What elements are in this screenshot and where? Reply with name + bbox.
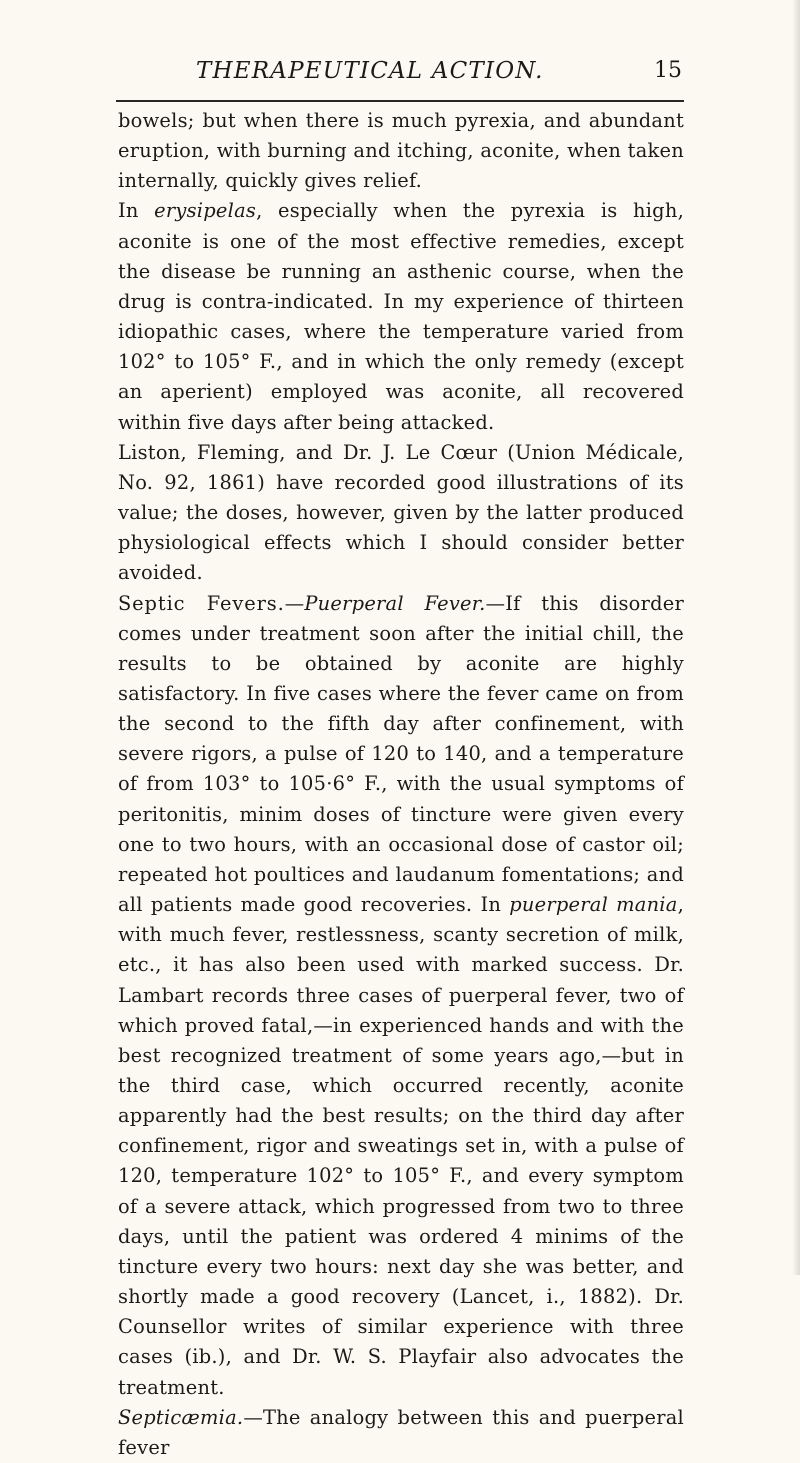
- section-heading: Septic Fevers.: [118, 591, 285, 615]
- running-title: THERAPEUTICAL ACTION.: [196, 58, 544, 84]
- header-rule: [116, 100, 684, 102]
- paragraph-text: , especially when the pyrexia is high, aconite is one of the most effective remedies, except the disease be running an asthenic course, when the drug is contra-indicated. In my experience of thirteen idiopathic cases, where the temperature varied from 102° to 105° F., and in which the only remedy (except an aperient) employed was aconite, all recovered within five days after being attacked.: [118, 199, 684, 434]
- body-text: [118, 106, 684, 1463]
- paragraph-text: , with much fever, restlessness, scanty secretion of milk, etc., it has also been used with marked success. Dr. Lambart records three cases of puerperal fever, two of which proved fatal,—in experienced hands and with the best recognized treatment of some years ago,—but in the third case, which occurred recently, aconite apparently had the best results; on the third day after confinement, rigor and sweatings set in, with a pulse of 120, temperature 102° to 105° F., and every symptom of a severe attack, which progressed from two to three days, until the patient was ordered 4 minims of the tincture every two hours: next day she was better, and shortly made a good recovery (Lancet, i., 1882). Dr. Counsellor writes of similar experience with three cases (ib.), and Dr. W. S. Playfair also advocates the treatment.: [118, 893, 684, 1399]
- page-number: 15: [654, 58, 682, 83]
- italic-term: erysipelas: [154, 199, 257, 223]
- subsection-heading: Septicæmia.: [118, 1405, 244, 1429]
- page-edge-shadow: [792, 0, 800, 1275]
- paragraph-text: —The analogy between this and puerperal fever: [118, 1405, 684, 1459]
- page-header: [118, 58, 684, 90]
- subsection-heading: Puerperal Fever.: [304, 591, 486, 615]
- paragraph-text: Liston, Fleming, and Dr. J. Le Cœur (Union Médicale, No. 92, 1861) have recorded good illustrations of its value; the doses, however, given by the latter produced physiological effects which I should consider better avoided.: [118, 440, 684, 585]
- paragraph-text: bowels; but when there is much pyrexia, and abundant eruption, with burning and itching, aconite, when taken internally, quickly gives relief.: [118, 109, 684, 193]
- paragraph-text: In: [118, 199, 155, 223]
- paragraph: [118, 589, 684, 1403]
- dash: —: [284, 591, 305, 615]
- paragraph-text: —If this disorder comes under treatment soon after the initial chill, the results to be obtained by aconite are highly satisfactory. In five cases where the fever came on from the second to the fifth day after confinement, with severe rigors, a pulse of 120 to 140, and a temperature of from 103° to 105·6° F., with the usual symptoms of peritonitis, minim doses of tincture were given every one to two hours, with an occasional dose of castor oil; repeated hot poultices and laudanum fomentations; and all patients made good recoveries. In: [118, 591, 684, 917]
- paragraph: [118, 106, 684, 196]
- paragraph: [118, 196, 684, 437]
- italic-term: puerperal mania: [509, 893, 678, 917]
- paragraph: [118, 1403, 684, 1463]
- paragraph: [118, 438, 684, 589]
